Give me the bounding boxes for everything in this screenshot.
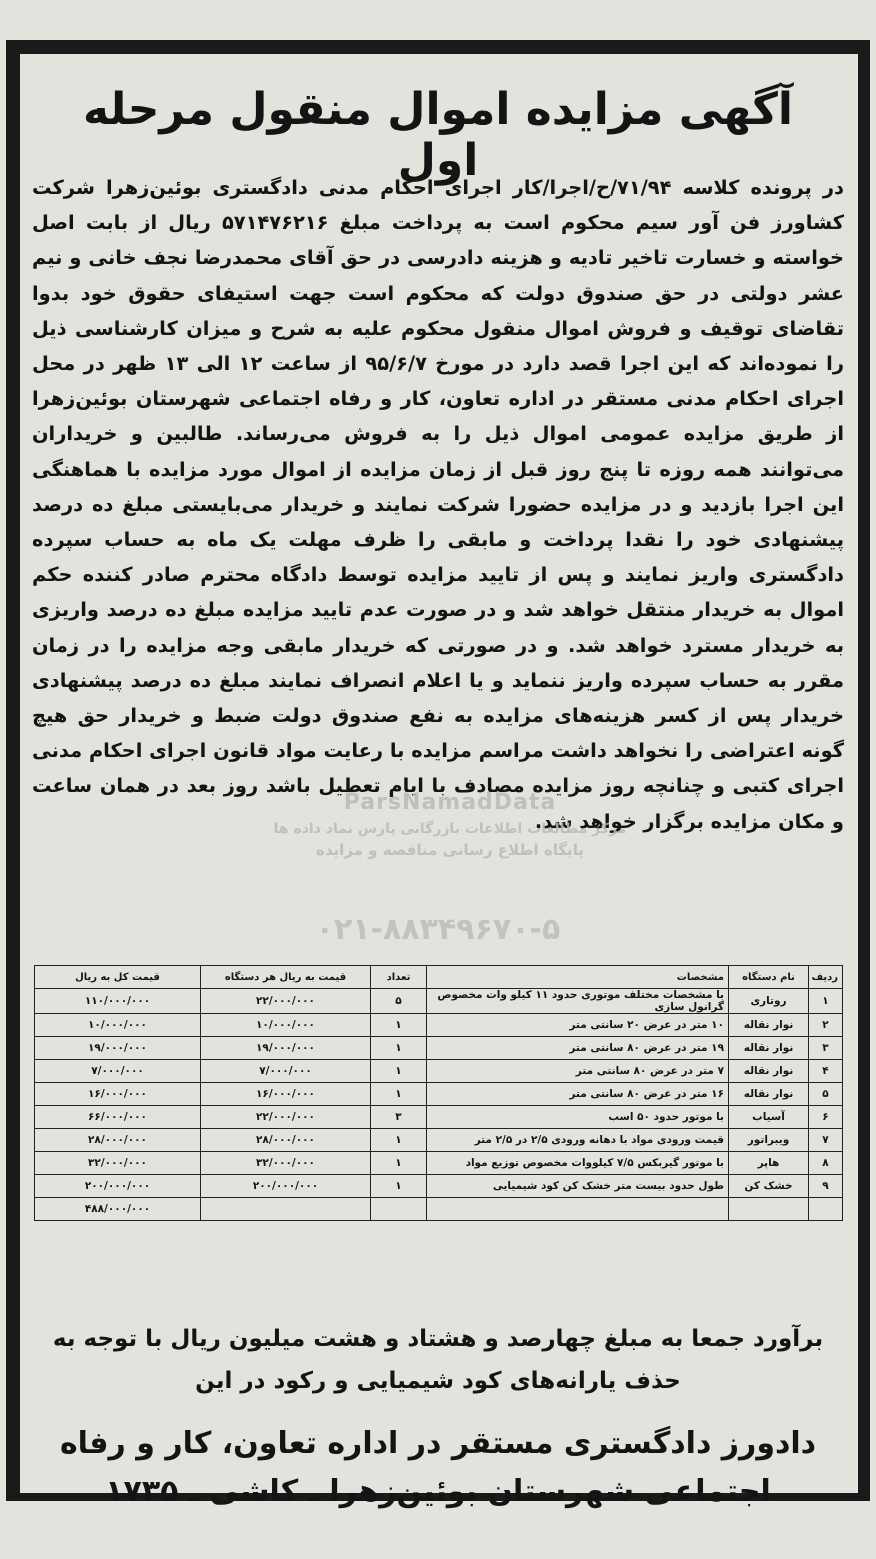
empty-cell [371,1198,427,1221]
cell-count: ۱ [371,1152,427,1175]
court-officer: دادورز دادگستری مستقر در اداره تعاون، کار و رفاه اجتماعی شهرستان بوئین‌زهرا ـ کاشی ـ ۱۷۳۵ [59,1426,817,1509]
cell-name: خشک کن [729,1175,809,1198]
cell-spec: ۱۶ متر در عرض ۸۰ سانتی متر [427,1083,729,1106]
cell-row: ۴ [809,1060,843,1083]
cell-row: ۹ [809,1175,843,1198]
header-unit-price: قیمت به ریال هر دستگاه [201,966,371,989]
empty-cell [809,1198,843,1221]
watermark-line2: پایگاه اطلاع رسانی مناقصه و مزایده [316,841,584,859]
cell-row: ۷ [809,1129,843,1152]
table-total-row [35,1198,843,1221]
cell-name: ویبراتور [729,1129,809,1152]
table-row [35,1037,843,1060]
cell-spec: با موتور حدود ۵۰ اسب [427,1106,729,1129]
cell-spec: طول حدود بیست متر خشک کن کود شیمیایی [427,1175,729,1198]
cell-count: ۱ [371,1129,427,1152]
cell-row: ۳ [809,1037,843,1060]
page-title: آگهی مزایده اموال منقول مرحله اول [83,84,793,186]
cell-total-price: ۷/۰۰۰/۰۰۰ [35,1060,201,1083]
notice-body: در پرونده کلاسه ۷۱/۹۴/ح/اجرا/کار اجرای احکام مدنی دادگستری بوئین‌زهرا شرکت کشاورز فن آور سیم محکوم است به پرداخت مبلغ ۵۷۱۴۷۶۲۱۶ ریال از بابت اصل خواسته و خسارت تاخیر تادیه و هزینه دادرسی در حق آقای محمدرضا نجف خانی و نیم عشر دولتی در حق صندوق دولت که محکوم است جهت استیفای حقوق خود بدوا تقاضای توقیف و فروش اموال منقول محکوم علیه به شرح و میزان کارشناسی ذیل را نموده‌اند که این اجرا قصد دارد در مورخ ۹۵/۶/۷ از ساعت ۱۲ الی ۱۳ ظهر در محل اجرای احکام مدنی مستقر در اداره تعاون، کار و رفاه اجتماعی شهرستان بوئین‌زهرا از طریق مزایده عمومی اموال ذیل را به فروش می‌رساند. طالبین و خریداران می‌توانند همه روزه تا پنج روز قبل از زمان مزایده از اموال مورد مزایده با هماهنگی این اجرا بازدید و در مزایده حضورا شرکت نمایند و خریدار می‌بایستی مبلغ ده درصد پیشنهادی خود را نقدا پرداخت و مابقی را ظرف مهلت یک ماه به حساب سپرده دادگستری واریز نمایند و پس از تایید مزایده توسط دادگاه محترم صادر کننده حکم اموال به خریدار منتقل خواهد شد و در صورت عدم تایید مزایده مبلغ ده درصد واریزی به خریدار مسترد خواهد شد. و در صورتی که خریدار مابقی وجه مزایده را در زمان مقرر به حساب سپرده واریز ننماید و یا اعلام انصراف نمایند مبلغ ده درصد پیشنهادی خریدار پس از کسر هزینه‌های مزایده به نفع صندوق دولت ضبط و خریدار حق هیچ گونه اعتراضی را نخواهد داشت مراسم مزایده با رعایت مواد قانون اجرای احکام مدنی اجرای کتبی و چنانچه روز مزایده مصادف با ایام تعطیل باشد روز بعد در همان ساعت و مکان مزایده برگزار خواهد شد. [32,176,844,833]
cell-row: ۱ [809,989,843,1014]
cell-row: ۸ [809,1152,843,1175]
items-table [34,965,843,1221]
cell-count: ۳ [371,1106,427,1129]
cell-name: نوار نقاله [729,1060,809,1083]
cell-spec: ۷ متر در عرض ۸۰ سانتی متر [427,1060,729,1083]
table-row [35,989,843,1014]
cell-unit-price: ۷/۰۰۰/۰۰۰ [201,1060,371,1083]
empty-cell [729,1198,809,1221]
cell-unit-price: ۲۸/۰۰۰/۰۰۰ [201,1129,371,1152]
table-row [35,1152,843,1175]
cell-spec: با مشخصات مختلف موتوری حدود ۱۱ کیلو وات مخصوص گرانول سازی [427,989,729,1014]
cell-name: نوار نقاله [729,1014,809,1037]
cell-count: ۱ [371,1014,427,1037]
cell-count: ۱ [371,1037,427,1060]
frame-top [6,40,870,54]
cell-unit-price: ۱۰/۰۰۰/۰۰۰ [201,1014,371,1037]
cell-name: آسیاب [729,1106,809,1129]
table-row [35,1175,843,1198]
cell-unit-price: ۳۲/۰۰۰/۰۰۰ [201,1152,371,1175]
cell-total-price: ۲۸/۰۰۰/۰۰۰ [35,1129,201,1152]
table-row [35,1060,843,1083]
cell-name: نوار نقاله [729,1083,809,1106]
cell-unit-price: ۱۶/۰۰۰/۰۰۰ [201,1083,371,1106]
cell-count: ۱ [371,1175,427,1198]
watermark-line1: مرکز مطالعات اطلاعات بازرگانی پارس نماد داده ها [273,821,627,837]
cell-unit-price: ۲۰۰/۰۰۰/۰۰۰ [201,1175,371,1198]
cell-total-price: ۱۹/۰۰۰/۰۰۰ [35,1037,201,1060]
cell-name: نوار نقاله [729,1037,809,1060]
cell-row: ۶ [809,1106,843,1129]
table-row [35,1083,843,1106]
cell-row: ۲ [809,1014,843,1037]
cell-total-price: ۱۰/۰۰۰/۰۰۰ [35,1014,201,1037]
header-row-number: ردیف [809,966,843,989]
header-device-name: نام دستگاه [729,966,809,989]
grand-total: ۴۸۸/۰۰۰/۰۰۰ [35,1198,201,1221]
table-row [35,1106,843,1129]
header-specs: مشخصات [427,966,729,989]
header-count: تعداد [371,966,427,989]
cell-spec: با موتور گیربکس ۷/۵ کیلووات مخصوص توزیع مواد [427,1152,729,1175]
cell-name: هاپر [729,1152,809,1175]
cell-total-price: ۳۲/۰۰۰/۰۰۰ [35,1152,201,1175]
frame-right [858,40,870,1499]
empty-cell [427,1198,729,1221]
cell-total-price: ۲۰۰/۰۰۰/۰۰۰ [35,1175,201,1198]
cell-row: ۵ [809,1083,843,1106]
table-header-row [35,966,843,989]
cell-unit-price: ۱۹/۰۰۰/۰۰۰ [201,1037,371,1060]
frame-left [6,40,20,1499]
cell-spec: قیمت ورودی مواد با دهانه ورودی ۲/۵ در ۲/۵ متر [427,1129,729,1152]
header-total-price: قیمت کل به ریال [35,966,201,989]
estimate-text: برآورد جمعا به مبلغ چهارصد و هشتاد و هشت میلیون ریال با توجه به حذف یارانه‌های کود شیمیایی و رکود در این [52,1326,824,1394]
empty-cell [201,1198,371,1221]
cell-spec: ۱۰ متر در عرض ۲۰ سانتی متر [427,1014,729,1037]
cell-total-price: ۶۶/۰۰۰/۰۰۰ [35,1106,201,1129]
table-row [35,1129,843,1152]
watermark-phone: ۰۲۱-۸۸۳۴۹۶۷۰-۵ [315,912,561,947]
cell-unit-price: ۲۲/۰۰۰/۰۰۰ [201,1106,371,1129]
cell-total-price: ۱۱۰/۰۰۰/۰۰۰ [35,989,201,1014]
cell-unit-price: ۲۲/۰۰۰/۰۰۰ [201,989,371,1014]
watermark-brand: ParsNamadData [343,790,557,815]
cell-spec: ۱۹ متر در عرض ۸۰ سانتی متر [427,1037,729,1060]
watermark [230,790,670,859]
cell-count: ۱ [371,1060,427,1083]
cell-count: ۱ [371,1083,427,1106]
table-row [35,1014,843,1037]
cell-name: روتاری [729,989,809,1014]
cell-count: ۵ [371,989,427,1014]
cell-total-price: ۱۶/۰۰۰/۰۰۰ [35,1083,201,1106]
